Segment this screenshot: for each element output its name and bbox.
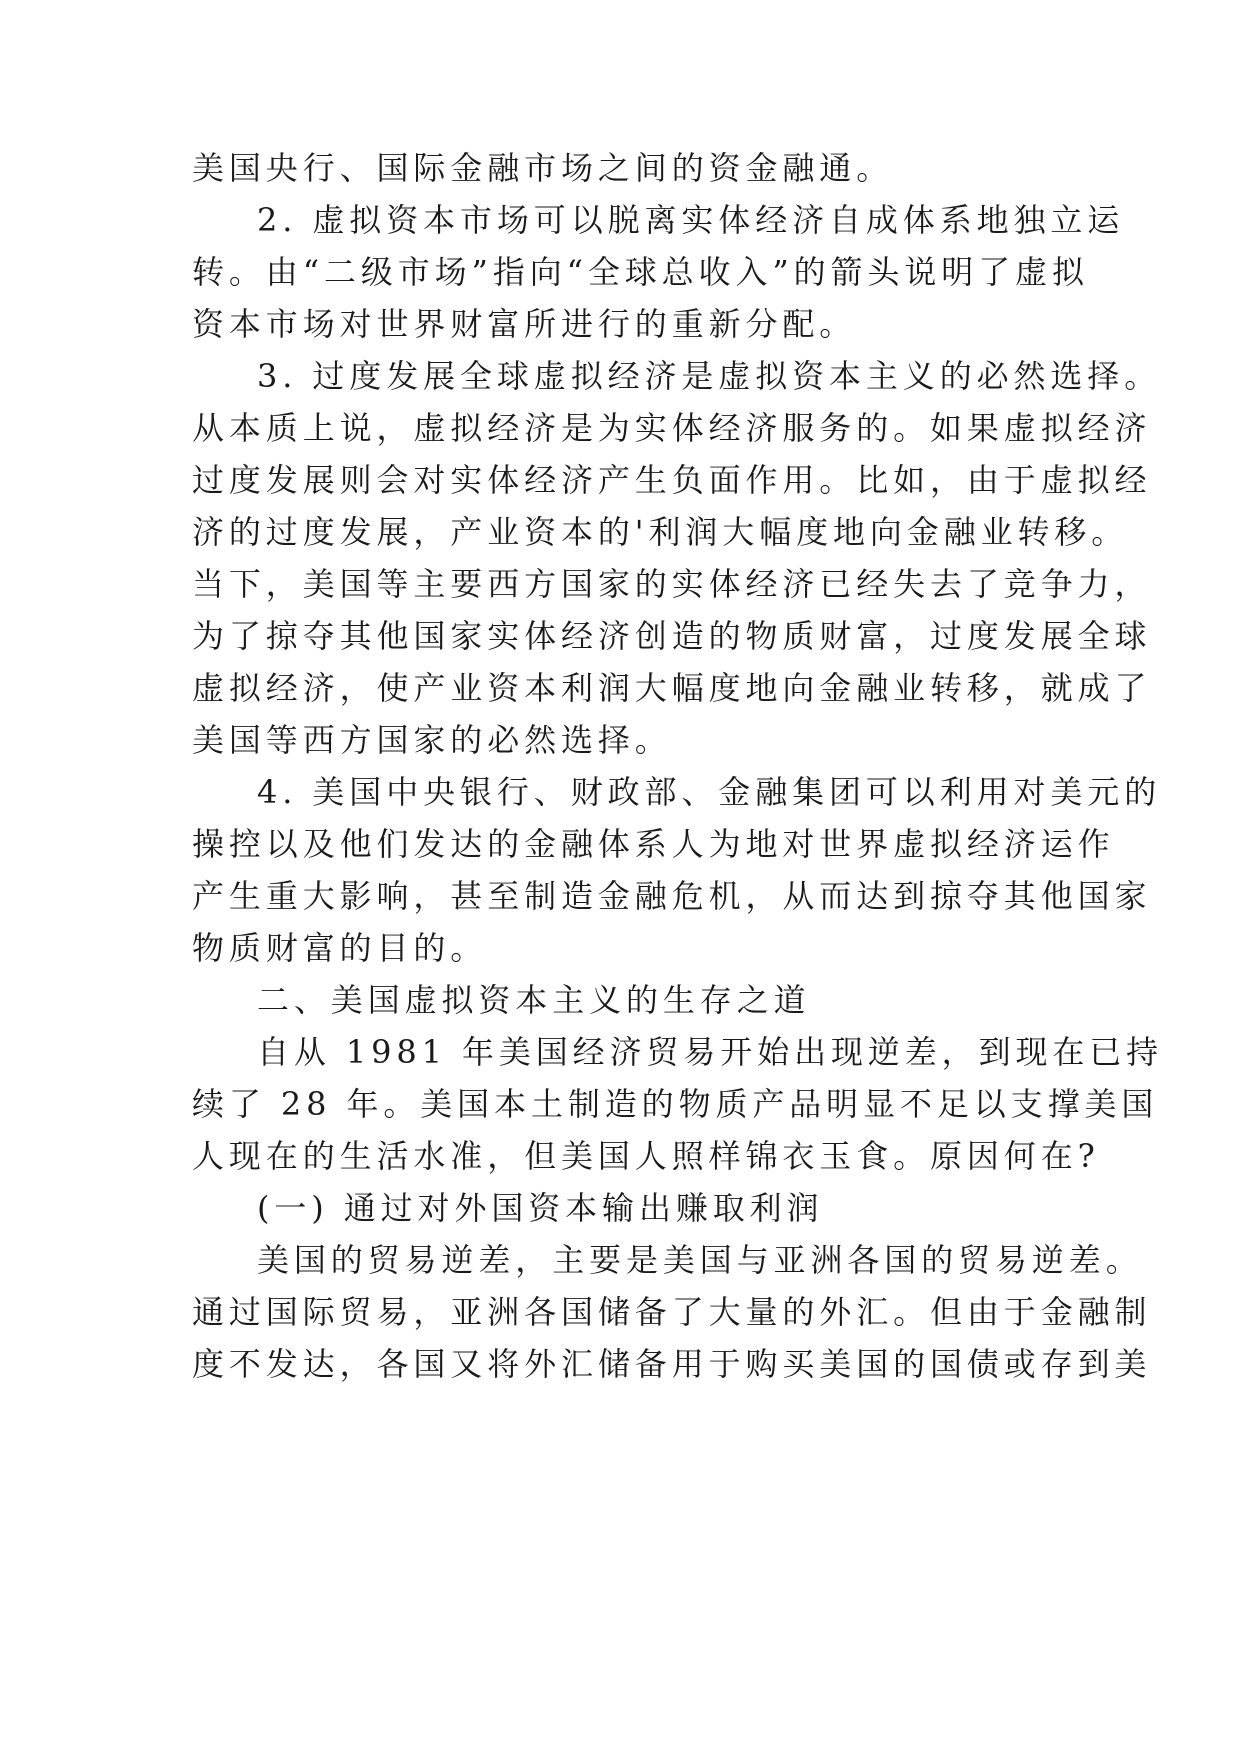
text-line: 3. 过度发展全球虚拟经济是虚拟资本主义的必然选择。 xyxy=(257,357,1162,395)
text-line: 续了 28 年。美国本土制造的物质产品明显不足以支撑美国 xyxy=(192,1085,1159,1123)
subsection-heading: (一) 通过对外国资本输出赚取利润 xyxy=(257,1189,824,1227)
text-line: 济的过度发展，产业资本的'利润大幅度地向金融业转移。 xyxy=(192,513,1129,551)
text-line: 自从 1981 年美国经济贸易开始出现逆差，到现在已持 xyxy=(257,1033,1164,1071)
text-line: 4. 美国中央银行、财政部、金融集团可以利用对美元的 xyxy=(257,773,1162,811)
text-line: 美国央行、国际金融市场之间的资金融通。 xyxy=(192,149,894,187)
text-line: 人现在的生活水准，但美国人照样锦衣玉食。原因何在? xyxy=(192,1137,1100,1175)
text-line: 资本市场对世界财富所进行的重新分配。 xyxy=(192,305,857,343)
text-line: 过度发展则会对实体经济产生负面作用。比如，由于虚拟经 xyxy=(192,461,1152,499)
text-line: 当下，美国等主要西方国家的实体经济已经失去了竞争力， xyxy=(192,565,1152,603)
text-line: 从本质上说，虚拟经济是为实体经济服务的。如果虚拟经济 xyxy=(192,409,1152,447)
text-line: 美国的贸易逆差，主要是美国与亚洲各国的贸易逆差。 xyxy=(257,1241,1143,1279)
text-line: 产生重大影响，甚至制造金融危机，从而达到掠夺其他国家 xyxy=(192,877,1152,915)
text-line: 通过国际贸易，亚洲各国储备了大量的外汇。但由于金融制 xyxy=(192,1293,1152,1331)
text-line: 操控以及他们发达的金融体系人为地对世界虚拟经济运作 xyxy=(192,825,1115,863)
text-line: 美国等西方国家的必然选择。 xyxy=(192,721,672,759)
text-line: 2. 虚拟资本市场可以脱离实体经济自成体系地独立运 xyxy=(257,201,1125,239)
text-line: 物质财富的目的。 xyxy=(192,929,488,967)
text-line: 转。由“二级市场”指向“全球总收入”的箭头说明了虚拟 xyxy=(192,253,1089,291)
text-line: 为了掠夺其他国家实体经济创造的物质财富，过度发展全球 xyxy=(192,617,1152,655)
section-heading: 二、美国虚拟资本主义的生存之道 xyxy=(257,981,811,1019)
text-line: 虚拟经济，使产业资本利润大幅度地向金融业转移，就成了 xyxy=(192,669,1152,707)
text-line: 度不发达，各国又将外汇储备用于购买美国的国债或存到美 xyxy=(192,1345,1152,1383)
